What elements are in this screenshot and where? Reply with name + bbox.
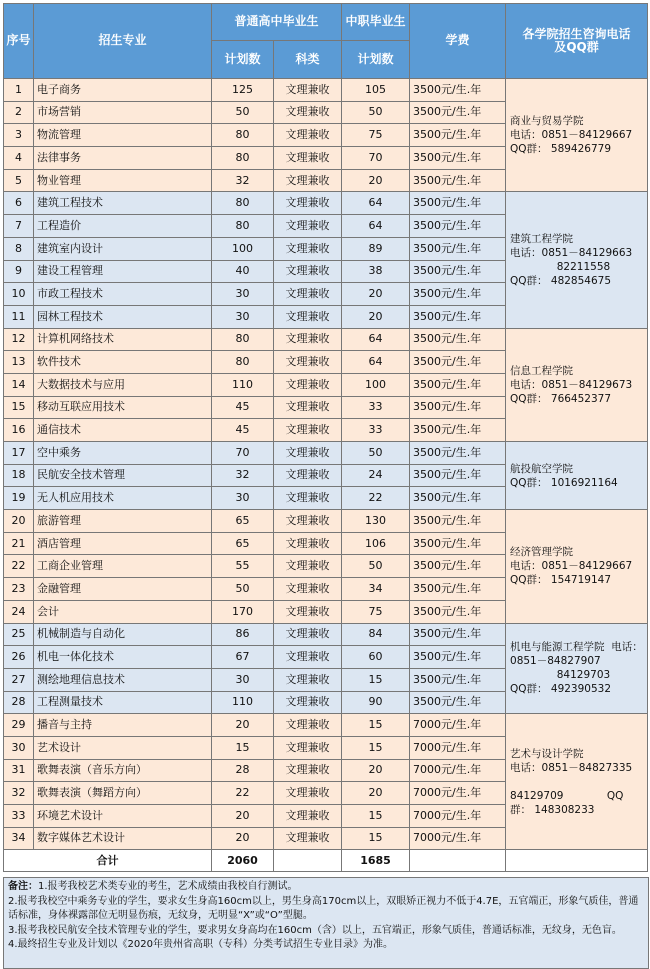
row-plan-hs: 80	[212, 147, 274, 170]
row-major: 酒店管理	[34, 532, 212, 555]
table-row	[4, 623, 648, 646]
row-major: 法律事务	[34, 147, 212, 170]
row-major: 数字媒体艺术设计	[34, 827, 212, 850]
row-subject: 文理兼收	[274, 623, 342, 646]
row-no: 18	[4, 464, 34, 487]
row-fee: 7000元/生.年	[410, 714, 506, 737]
row-fee: 3500元/生.年	[410, 442, 506, 465]
row-subject: 文理兼收	[274, 805, 342, 828]
row-plan-vc: 84	[342, 623, 410, 646]
row-subject: 文理兼收	[274, 668, 342, 691]
row-major: 市政工程技术	[34, 283, 212, 306]
col-header-plan-vc: 计划数	[342, 41, 410, 79]
row-no: 34	[4, 827, 34, 850]
row-major: 物流管理	[34, 124, 212, 147]
row-plan-hs: 20	[212, 805, 274, 828]
row-plan-vc: 24	[342, 464, 410, 487]
enrollment-table	[3, 3, 648, 872]
row-subject: 文理兼收	[274, 600, 342, 623]
row-plan-hs: 22	[212, 782, 274, 805]
row-major: 测绘地理信息技术	[34, 668, 212, 691]
row-no: 14	[4, 373, 34, 396]
row-no: 8	[4, 237, 34, 260]
row-no: 2	[4, 101, 34, 124]
row-major: 歌舞表演（舞蹈方向）	[34, 782, 212, 805]
row-no: 23	[4, 578, 34, 601]
row-plan-hs: 30	[212, 668, 274, 691]
row-major: 会计	[34, 600, 212, 623]
row-plan-hs: 30	[212, 283, 274, 306]
row-no: 4	[4, 147, 34, 170]
row-plan-vc: 60	[342, 646, 410, 669]
row-major: 金融管理	[34, 578, 212, 601]
row-plan-vc: 20	[342, 283, 410, 306]
college-contact-cell: 艺术与设计学院 电话：0851－84827335 84129709 QQ 群： 148308233	[506, 714, 648, 850]
row-no: 20	[4, 510, 34, 533]
row-no: 24	[4, 600, 34, 623]
row-plan-hs: 80	[212, 328, 274, 351]
row-plan-hs: 80	[212, 215, 274, 238]
row-subject: 文理兼收	[274, 328, 342, 351]
table-row	[4, 79, 648, 102]
row-major: 民航安全技术管理	[34, 464, 212, 487]
row-subject: 文理兼收	[274, 373, 342, 396]
row-fee: 3500元/生.年	[410, 215, 506, 238]
row-plan-hs: 110	[212, 373, 274, 396]
row-plan-hs: 30	[212, 487, 274, 510]
note-line-4: 4.最终招生专业及计划以《2020年贵州省高职（专科）分类考试招生专业目录》为准。	[8, 939, 393, 950]
row-fee: 3500元/生.年	[410, 646, 506, 669]
row-subject: 文理兼收	[274, 555, 342, 578]
table-row	[4, 328, 648, 351]
row-plan-hs: 50	[212, 101, 274, 124]
row-fee: 3500元/生.年	[410, 464, 506, 487]
row-subject: 文理兼收	[274, 646, 342, 669]
college-contact-cell: 建筑工程学院 电话：0851－84129663 82211558 QQ群： 482854675	[506, 192, 648, 328]
notes-box	[3, 877, 649, 969]
total-plan-hs: 2060	[212, 850, 274, 872]
col-header-tuition: 学费	[410, 4, 506, 79]
row-fee: 3500元/生.年	[410, 532, 506, 555]
row-plan-hs: 80	[212, 124, 274, 147]
total-row	[4, 850, 648, 872]
row-plan-vc: 20	[342, 782, 410, 805]
row-major: 空中乘务	[34, 442, 212, 465]
row-subject: 文理兼收	[274, 736, 342, 759]
row-major: 环境艺术设计	[34, 805, 212, 828]
row-major: 播音与主持	[34, 714, 212, 737]
col-header-major: 招生专业	[34, 4, 212, 79]
row-subject: 文理兼收	[274, 782, 342, 805]
row-fee: 7000元/生.年	[410, 782, 506, 805]
row-fee: 3500元/生.年	[410, 283, 506, 306]
row-plan-hs: 110	[212, 691, 274, 714]
row-plan-hs: 50	[212, 578, 274, 601]
row-plan-hs: 32	[212, 169, 274, 192]
row-major: 计算机网络技术	[34, 328, 212, 351]
row-fee: 3500元/生.年	[410, 305, 506, 328]
row-no: 1	[4, 79, 34, 102]
row-major: 工程造价	[34, 215, 212, 238]
row-no: 16	[4, 419, 34, 442]
row-no: 6	[4, 192, 34, 215]
row-fee: 3500元/生.年	[410, 510, 506, 533]
row-fee: 3500元/生.年	[410, 192, 506, 215]
row-subject: 文理兼收	[274, 396, 342, 419]
table-row	[4, 714, 648, 737]
college-contact-cell: 机电与能源工程学院 电话： 0851－84827907 84129703 QQ群： 492390532	[506, 623, 648, 714]
row-plan-vc: 15	[342, 668, 410, 691]
row-subject: 文理兼收	[274, 237, 342, 260]
row-no: 22	[4, 555, 34, 578]
row-plan-vc: 75	[342, 124, 410, 147]
row-plan-vc: 130	[342, 510, 410, 533]
row-plan-hs: 40	[212, 260, 274, 283]
row-major: 艺术设计	[34, 736, 212, 759]
row-major: 移动互联应用技术	[34, 396, 212, 419]
row-no: 26	[4, 646, 34, 669]
row-no: 5	[4, 169, 34, 192]
note-line-3: 3.报考我校民航安全技术管理专业的学生，要求男女身高均在160cm（含）以上，五官端正，形象气质佳，普通话标准，无纹身，无色盲。	[8, 924, 622, 936]
row-plan-vc: 20	[342, 169, 410, 192]
row-fee: 3500元/生.年	[410, 578, 506, 601]
row-plan-vc: 50	[342, 101, 410, 124]
row-plan-hs: 15	[212, 736, 274, 759]
row-plan-hs: 65	[212, 510, 274, 533]
row-plan-vc: 20	[342, 305, 410, 328]
col-header-contact: 各学院招生咨询电话 及QQ群	[506, 4, 648, 79]
row-major: 大数据技术与应用	[34, 373, 212, 396]
row-subject: 文理兼收	[274, 283, 342, 306]
col-header-plan-hs: 计划数	[212, 41, 274, 79]
row-plan-hs: 32	[212, 464, 274, 487]
row-major: 建筑室内设计	[34, 237, 212, 260]
college-contact-cell: 航投航空学院 QQ群： 1016921164	[506, 442, 648, 510]
col-header-subject: 科类	[274, 41, 342, 79]
row-plan-vc: 15	[342, 714, 410, 737]
row-fee: 3500元/生.年	[410, 555, 506, 578]
col-header-vocational: 中职毕业生	[342, 4, 410, 41]
row-major: 工商企业管理	[34, 555, 212, 578]
row-fee: 3500元/生.年	[410, 169, 506, 192]
row-major: 旅游管理	[34, 510, 212, 533]
row-fee: 3500元/生.年	[410, 668, 506, 691]
note-line-2: 2.报考我校空中乘务专业的学生，要求女生身高160cm以上，男生身高170cm以上，双眼矫正视力不低于4.7E，五官端正，形象气质佳，普通话标准，身体裸露部位无明显伤痕，无纹身，无明显“X”或“O”型腿。	[8, 895, 639, 921]
row-plan-hs: 30	[212, 305, 274, 328]
row-plan-hs: 67	[212, 646, 274, 669]
row-subject: 文理兼收	[274, 169, 342, 192]
row-major: 建设工程管理	[34, 260, 212, 283]
row-plan-vc: 75	[342, 600, 410, 623]
college-contact-cell: 经济管理学院 电话：0851－84129667 QQ群： 154719147	[506, 510, 648, 623]
row-plan-vc: 20	[342, 759, 410, 782]
total-empty-fee	[410, 850, 506, 872]
row-subject: 文理兼收	[274, 79, 342, 102]
row-plan-vc: 50	[342, 555, 410, 578]
row-fee: 3500元/生.年	[410, 396, 506, 419]
row-fee: 3500元/生.年	[410, 124, 506, 147]
row-plan-vc: 64	[342, 192, 410, 215]
row-plan-vc: 34	[342, 578, 410, 601]
row-plan-hs: 28	[212, 759, 274, 782]
row-subject: 文理兼收	[274, 260, 342, 283]
row-no: 28	[4, 691, 34, 714]
total-empty-subject	[274, 850, 342, 872]
col-header-no: 序号	[4, 4, 34, 79]
row-fee: 7000元/生.年	[410, 827, 506, 850]
row-no: 32	[4, 782, 34, 805]
row-subject: 文理兼收	[274, 305, 342, 328]
row-no: 27	[4, 668, 34, 691]
row-subject: 文理兼收	[274, 464, 342, 487]
row-plan-vc: 22	[342, 487, 410, 510]
row-fee: 3500元/生.年	[410, 260, 506, 283]
row-no: 12	[4, 328, 34, 351]
row-fee: 7000元/生.年	[410, 736, 506, 759]
row-plan-vc: 105	[342, 79, 410, 102]
row-major: 工程测量技术	[34, 691, 212, 714]
row-plan-vc: 15	[342, 827, 410, 850]
row-subject: 文理兼收	[274, 351, 342, 374]
row-subject: 文理兼收	[274, 419, 342, 442]
row-fee: 3500元/生.年	[410, 373, 506, 396]
table-row	[4, 442, 648, 465]
row-subject: 文理兼收	[274, 532, 342, 555]
row-subject: 文理兼收	[274, 510, 342, 533]
row-plan-hs: 80	[212, 351, 274, 374]
row-no: 11	[4, 305, 34, 328]
note-line-1: 1.报考我校艺术类专业的考生，艺术成绩由我校自行测试。	[38, 881, 298, 892]
row-subject: 文理兼收	[274, 691, 342, 714]
row-plan-hs: 170	[212, 600, 274, 623]
row-fee: 3500元/生.年	[410, 623, 506, 646]
row-plan-vc: 33	[342, 419, 410, 442]
row-major: 歌舞表演（音乐方向）	[34, 759, 212, 782]
row-plan-hs: 100	[212, 237, 274, 260]
row-subject: 文理兼收	[274, 147, 342, 170]
row-subject: 文理兼收	[274, 124, 342, 147]
row-no: 30	[4, 736, 34, 759]
row-plan-hs: 55	[212, 555, 274, 578]
table-row	[4, 510, 648, 533]
row-fee: 3500元/生.年	[410, 487, 506, 510]
row-subject: 文理兼收	[274, 442, 342, 465]
row-fee: 3500元/生.年	[410, 328, 506, 351]
row-plan-hs: 80	[212, 192, 274, 215]
row-plan-vc: 33	[342, 396, 410, 419]
row-plan-hs: 20	[212, 714, 274, 737]
row-major: 电子商务	[34, 79, 212, 102]
row-plan-vc: 89	[342, 237, 410, 260]
row-fee: 3500元/生.年	[410, 79, 506, 102]
row-fee: 3500元/生.年	[410, 600, 506, 623]
row-plan-vc: 90	[342, 691, 410, 714]
row-no: 19	[4, 487, 34, 510]
row-major: 机械制造与自动化	[34, 623, 212, 646]
row-no: 31	[4, 759, 34, 782]
row-subject: 文理兼收	[274, 192, 342, 215]
row-major: 物业管理	[34, 169, 212, 192]
row-fee: 3500元/生.年	[410, 419, 506, 442]
row-fee: 7000元/生.年	[410, 805, 506, 828]
row-plan-hs: 20	[212, 827, 274, 850]
row-subject: 文理兼收	[274, 487, 342, 510]
col-header-general-hs: 普通高中毕业生	[212, 4, 342, 41]
row-plan-vc: 106	[342, 532, 410, 555]
row-fee: 7000元/生.年	[410, 759, 506, 782]
row-plan-vc: 64	[342, 351, 410, 374]
row-major: 通信技术	[34, 419, 212, 442]
row-plan-vc: 50	[342, 442, 410, 465]
total-empty-contact	[506, 850, 648, 872]
total-plan-vc: 1685	[342, 850, 410, 872]
college-contact-cell: 信息工程学院 电话：0851－84129673 QQ群： 766452377	[506, 328, 648, 441]
row-major: 机电一体化技术	[34, 646, 212, 669]
row-major: 市场营销	[34, 101, 212, 124]
college-contact-cell: 商业与贸易学院 电话：0851－84129667 QQ群： 589426779	[506, 79, 648, 192]
row-plan-hs: 65	[212, 532, 274, 555]
row-no: 3	[4, 124, 34, 147]
row-no: 10	[4, 283, 34, 306]
row-fee: 3500元/生.年	[410, 147, 506, 170]
row-plan-hs: 125	[212, 79, 274, 102]
row-subject: 文理兼收	[274, 101, 342, 124]
row-subject: 文理兼收	[274, 827, 342, 850]
row-subject: 文理兼收	[274, 578, 342, 601]
row-major: 软件技术	[34, 351, 212, 374]
row-no: 25	[4, 623, 34, 646]
row-plan-hs: 70	[212, 442, 274, 465]
row-no: 33	[4, 805, 34, 828]
row-fee: 3500元/生.年	[410, 237, 506, 260]
row-major: 建筑工程技术	[34, 192, 212, 215]
row-no: 13	[4, 351, 34, 374]
row-plan-vc: 64	[342, 215, 410, 238]
row-no: 29	[4, 714, 34, 737]
notes-title: 备注：	[8, 881, 38, 892]
row-plan-hs: 45	[212, 396, 274, 419]
row-plan-vc: 70	[342, 147, 410, 170]
row-subject: 文理兼收	[274, 215, 342, 238]
row-plan-vc: 15	[342, 736, 410, 759]
row-plan-hs: 86	[212, 623, 274, 646]
row-plan-hs: 45	[212, 419, 274, 442]
row-no: 17	[4, 442, 34, 465]
row-major: 无人机应用技术	[34, 487, 212, 510]
row-no: 15	[4, 396, 34, 419]
row-subject: 文理兼收	[274, 759, 342, 782]
row-plan-vc: 38	[342, 260, 410, 283]
total-label: 合计	[4, 850, 212, 872]
table-row	[4, 192, 648, 215]
row-no: 21	[4, 532, 34, 555]
row-fee: 3500元/生.年	[410, 691, 506, 714]
row-fee: 3500元/生.年	[410, 351, 506, 374]
row-plan-vc: 100	[342, 373, 410, 396]
row-subject: 文理兼收	[274, 714, 342, 737]
row-no: 9	[4, 260, 34, 283]
row-fee: 3500元/生.年	[410, 101, 506, 124]
row-major: 园林工程技术	[34, 305, 212, 328]
row-plan-vc: 64	[342, 328, 410, 351]
row-plan-vc: 15	[342, 805, 410, 828]
row-no: 7	[4, 215, 34, 238]
